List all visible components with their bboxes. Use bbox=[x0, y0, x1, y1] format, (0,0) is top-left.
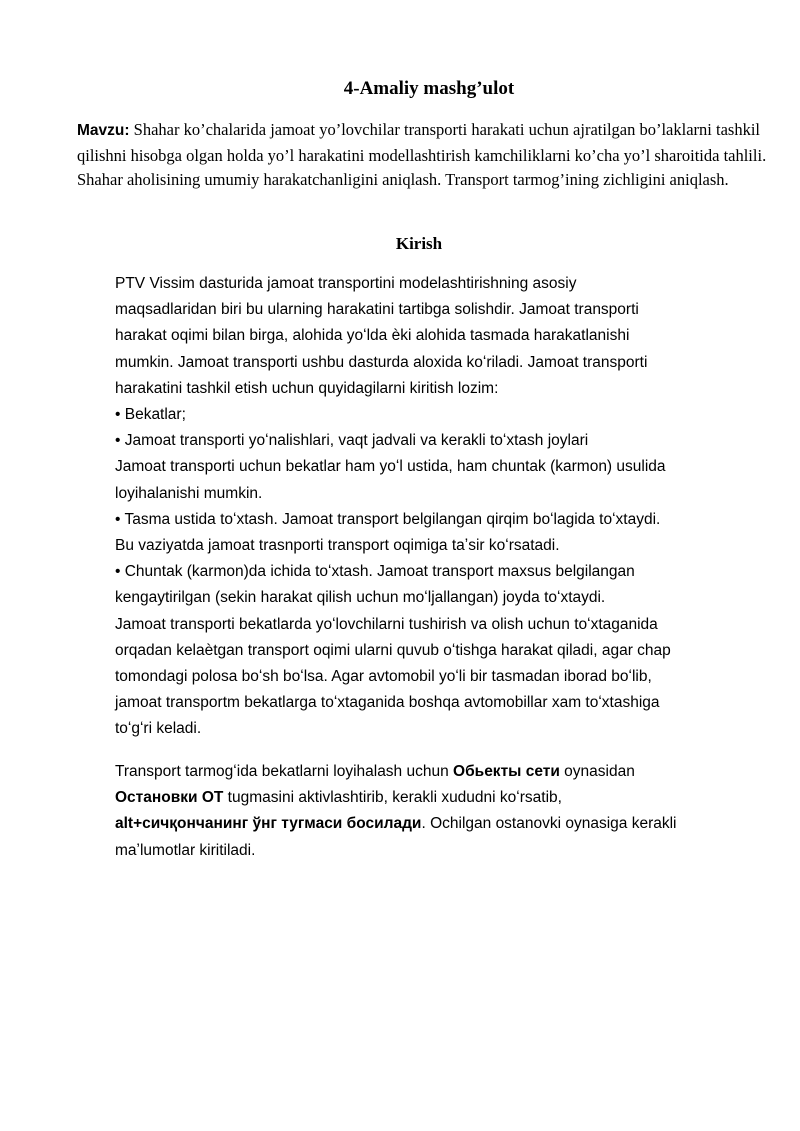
body-line: Jamoat transporti bekatlarda yoʻlovchilarni tushirish va olish uchun toʻxtaganida bbox=[115, 615, 658, 633]
topic-paragraph bbox=[77, 118, 789, 193]
body-line: Bu vaziyatda jamoat trasnporti transport oqimiga taʼsir koʻrsatadi. bbox=[115, 537, 560, 555]
instructions-text: Transport tarmogʻida bekatlarni loyihalash uchun bbox=[115, 763, 454, 780]
body-line: orqadan kelaètgan transport oqimi ularni quvub oʻtishga harakat qiladi, agar chap bbox=[115, 641, 671, 659]
body-line: PTV Vissim dasturida jamoat transportini modelashtirishning asosiy bbox=[115, 275, 577, 292]
body-line: maqsadlaridan biri bu ularning harakatini tartibga solishdir. Jamoat transporti bbox=[115, 301, 639, 319]
body-line: kengaytirilgan (sekin harakat qilish uchun moʻljallangan) joyda toʻxtaydi. bbox=[115, 589, 606, 607]
instructions-text: tugmasini aktivlashtirib, kerakli xududni koʻrsatib, bbox=[223, 789, 562, 807]
body-paragraph bbox=[115, 271, 775, 743]
bullet-item: • Jamoat transporti yoʻnalishlari, vaqt jadvali va kerakli toʻxtash joylari bbox=[115, 432, 589, 450]
instructions-paragraph bbox=[115, 759, 775, 864]
instructions-line bbox=[115, 811, 775, 837]
body-line: Jamoat transporti uchun bekatlar ham yoʻl ustida, ham chuntak (karmon) usulida bbox=[115, 458, 666, 476]
body-line: loyihalanishi mumkin. bbox=[115, 484, 263, 502]
body-line: jamoat transportm bekatlarga toʻxtaganida boshqa avtomobillar xam toʻxtashiga bbox=[115, 694, 660, 712]
bullet-item: • Tasma ustida toʻxtash. Jamoat transport belgilangan qirqim boʻlagida toʻxtaydi. bbox=[115, 510, 661, 528]
bullet-item: • Chuntak (karmon)da ichida toʻxtash. Jamoat transport maxsus belgilangan bbox=[115, 563, 635, 581]
instructions-text: . Ochilgan ostanovki oynasiga kerakli bbox=[421, 815, 677, 833]
instructions-line bbox=[115, 759, 775, 785]
bullet-item: • Bekatlar; bbox=[115, 406, 186, 424]
body-line: toʻgʻri keladi. bbox=[115, 720, 202, 738]
page-title: 4-Amaliy mashg’ulot bbox=[343, 78, 515, 99]
instructions-text: oynasidan bbox=[559, 763, 635, 780]
topic-text: Shahar ko’chalarida jamoat yo’lovchilar transporti harakati uchun ajratilgan bo’laklarni tashkil qilishni hisobga olgan holda yo’l harakatini modellashtirish kamchiliklarni ko’cha yo’l sharoitida tahlili. Shahar aholisining umumiy harakatchanligini aniqlash. Transport tarmog’ining zichligini aniqlash. bbox=[77, 120, 767, 189]
section-title: Kirish bbox=[395, 234, 443, 253]
body-line: mumkin. Jamoat transporti ushbu dasturda aloxida koʻriladi. Jamoat transporti bbox=[115, 353, 648, 371]
body-line: tomondagi polosa boʻsh boʻlsa. Agar avtomobil yoʻli bir tasmadan iborad boʻlib, bbox=[115, 668, 652, 686]
body-line: harakat oqimi bilan birga, alohida yoʻlda èki alohida tasmada harakatlanishi bbox=[115, 327, 630, 345]
network-objects-menu-ref: Обьекты сети bbox=[453, 763, 560, 780]
instructions-line bbox=[115, 785, 775, 811]
shortcut-ref: alt+сичқончанинг ўнг тугмаси босилади bbox=[115, 815, 422, 833]
topic-label: Mavzu: bbox=[77, 122, 130, 139]
instructions-line: maʼlumotlar kiritiladi. bbox=[115, 841, 256, 859]
body-line: harakatini tashkil etish uchun quyidagilarni kiritish lozim: bbox=[115, 379, 499, 397]
pt-stops-button-ref: Остановки ОТ bbox=[115, 789, 224, 807]
